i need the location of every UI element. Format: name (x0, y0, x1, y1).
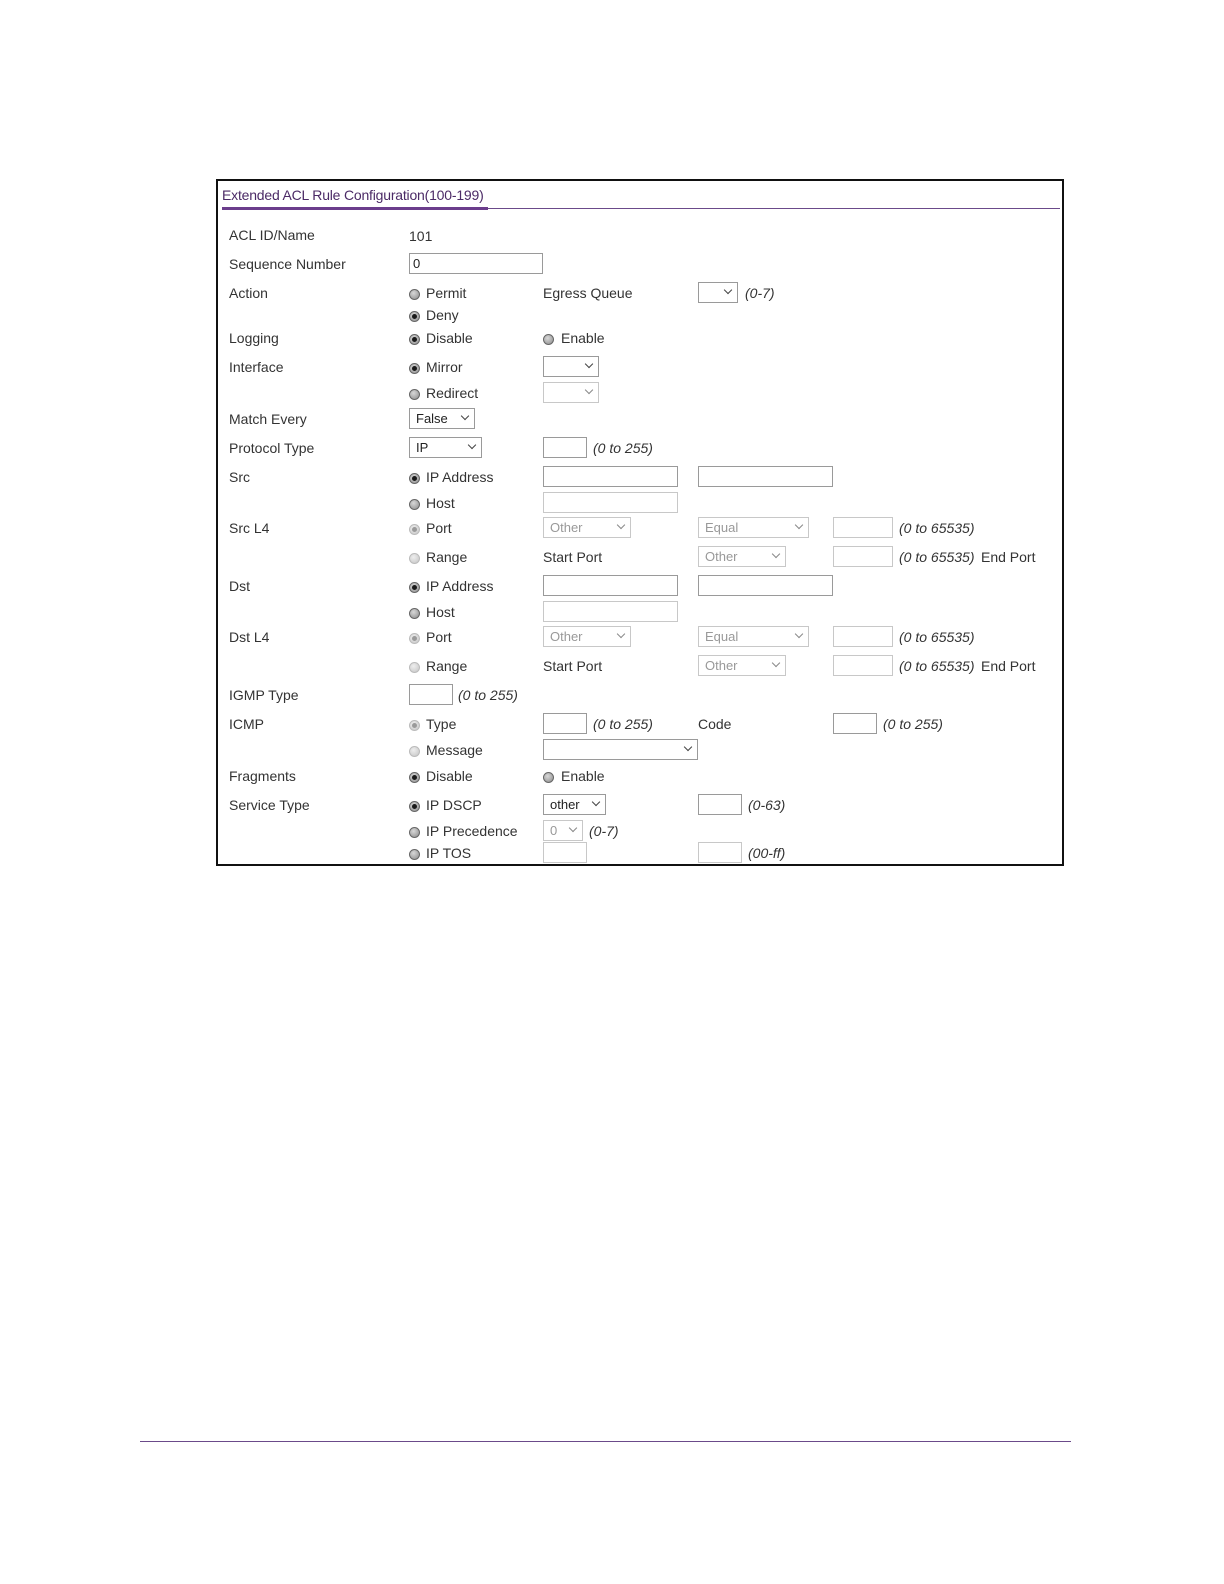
icmp-label: ICMP (229, 716, 264, 732)
src-l4-start-port-select[interactable]: Other (698, 546, 786, 567)
fragments-disable-radio[interactable] (409, 772, 420, 783)
src-l4-start-port-label: Start Port (543, 549, 603, 565)
dst-label: Dst (229, 578, 250, 594)
fragments-enable-label: Enable (561, 768, 605, 784)
src-ip-address-input[interactable] (543, 466, 678, 487)
dst-l4-operator-select[interactable]: Equal (698, 626, 809, 647)
src-l4-range-label: Range (426, 549, 468, 565)
ip-dscp-input[interactable] (698, 794, 742, 815)
igmp-type-input[interactable] (409, 684, 453, 705)
dst-l4-start-port-label: Start Port (543, 658, 603, 674)
redirect-select[interactable] (543, 382, 599, 403)
src-ip-address-radio[interactable] (409, 473, 420, 484)
icmp-message-select[interactable] (543, 739, 698, 760)
ip-precedence-select[interactable]: 0 (543, 820, 583, 841)
dst-l4-start-port-input[interactable] (833, 655, 893, 676)
interface-redirect-radio[interactable] (409, 389, 420, 400)
dst-ip-address-input[interactable] (543, 575, 678, 596)
src-l4-port-input[interactable] (833, 517, 893, 538)
chevron-down-icon (617, 521, 625, 529)
dst-l4-port-label: Port (426, 629, 452, 645)
icmp-type-radio[interactable] (409, 720, 420, 731)
protocol-number-input[interactable] (543, 437, 587, 458)
logging-enable-radio[interactable] (543, 334, 554, 345)
logging-disable-radio[interactable] (409, 334, 420, 345)
ip-precedence-hint: (0-7) (589, 823, 619, 839)
icmp-code-label: Code (698, 716, 732, 732)
panel-title: Extended ACL Rule Configuration(100-199) (222, 187, 484, 203)
src-l4-label: Src L4 (229, 520, 270, 536)
src-ip-address-label: IP Address (426, 469, 494, 485)
src-l4-operator-select[interactable]: Equal (698, 517, 809, 538)
action-label: Action (229, 285, 268, 301)
acl-id-label: ACL ID/Name (229, 227, 315, 243)
dst-host-label: Host (426, 604, 455, 620)
src-l4-range-radio[interactable] (409, 553, 420, 564)
match-every-select[interactable]: False (409, 408, 475, 429)
src-ip-mask-input[interactable] (698, 466, 833, 487)
service-ip-tos-label: IP TOS (426, 845, 472, 861)
icmp-message-label: Message (426, 742, 483, 758)
src-l4-port-hint: (0 to 65535) (899, 520, 975, 536)
logging-enable-label: Enable (561, 330, 605, 346)
icmp-code-input[interactable] (833, 713, 877, 734)
service-type-label: Service Type (229, 797, 310, 813)
dst-l4-label: Dst L4 (229, 629, 270, 645)
src-host-label: Host (426, 495, 455, 511)
action-permit-radio[interactable] (409, 289, 420, 300)
sequence-number-label: Sequence Number (229, 256, 346, 272)
service-ip-precedence-label: IP Precedence (426, 823, 518, 839)
action-deny-radio[interactable] (409, 311, 420, 322)
service-ip-precedence-radio[interactable] (409, 827, 420, 838)
chevron-down-icon (684, 743, 692, 751)
protocol-type-label: Protocol Type (229, 440, 315, 456)
dst-host-radio[interactable] (409, 608, 420, 619)
action-deny-label: Deny (426, 307, 459, 323)
src-host-input[interactable] (543, 492, 678, 513)
dst-l4-port-select[interactable]: Other (543, 626, 631, 647)
sequence-number-input[interactable] (409, 253, 543, 274)
dst-host-input[interactable] (543, 601, 678, 622)
src-l4-port-radio[interactable] (409, 524, 420, 535)
service-ip-dscp-radio[interactable] (409, 801, 420, 812)
interface-redirect-label: Redirect (426, 385, 479, 401)
chevron-down-icon (585, 386, 593, 394)
interface-label: Interface (229, 359, 284, 375)
icmp-type-hint: (0 to 255) (593, 716, 653, 732)
ip-tos-input[interactable] (543, 842, 587, 863)
title-underline (222, 207, 488, 210)
dst-l4-range-label: Range (426, 658, 468, 674)
src-host-radio[interactable] (409, 499, 420, 510)
interface-mirror-radio[interactable] (409, 363, 420, 374)
chevron-down-icon (795, 521, 803, 529)
icmp-type-label: Type (426, 716, 457, 732)
logging-disable-label: Disable (426, 330, 473, 346)
protocol-type-select[interactable]: IP (409, 437, 482, 458)
egress-queue-select[interactable] (698, 282, 738, 303)
interface-mirror-label: Mirror (426, 359, 463, 375)
acl-rule-panel (216, 179, 1064, 866)
chevron-down-icon (585, 360, 593, 368)
ip-dscp-hint: (0-63) (748, 797, 786, 813)
dst-l4-range-radio[interactable] (409, 662, 420, 673)
src-label: Src (229, 469, 250, 485)
src-l4-range-hint: (0 to 65535) (899, 549, 975, 565)
src-l4-end-port-label: End Port (981, 549, 1036, 565)
chevron-down-icon (592, 798, 600, 806)
icmp-message-radio[interactable] (409, 746, 420, 757)
action-permit-label: Permit (426, 285, 467, 301)
src-l4-port-label: Port (426, 520, 452, 536)
src-l4-start-port-input[interactable] (833, 546, 893, 567)
igmp-type-hint: (0 to 255) (458, 687, 518, 703)
service-ip-tos-radio[interactable] (409, 849, 420, 860)
chevron-down-icon (772, 659, 780, 667)
dst-l4-port-input[interactable] (833, 626, 893, 647)
chevron-down-icon (724, 286, 732, 294)
acl-id-value: 101 (409, 228, 433, 244)
ip-dscp-select[interactable]: other (543, 794, 606, 815)
icmp-type-input[interactable] (543, 713, 587, 734)
chevron-down-icon (569, 824, 577, 832)
igmp-type-label: IGMP Type (229, 687, 299, 703)
mirror-select[interactable] (543, 356, 599, 377)
footer-divider (140, 1441, 1071, 1442)
dst-l4-start-port-select[interactable]: Other (698, 655, 786, 676)
dst-l4-range-hint: (0 to 65535) (899, 658, 975, 674)
fragments-disable-label: Disable (426, 768, 473, 784)
dst-ip-mask-input[interactable] (698, 575, 833, 596)
ip-tos-hint: (00-ff) (748, 845, 786, 861)
chevron-down-icon (468, 441, 476, 449)
src-l4-port-select[interactable]: Other (543, 517, 631, 538)
fragments-label: Fragments (229, 768, 296, 784)
chevron-down-icon (461, 412, 469, 420)
service-ip-dscp-label: IP DSCP (426, 797, 482, 813)
ip-tos-mask-input[interactable] (698, 842, 742, 863)
dst-l4-port-hint: (0 to 65535) (899, 629, 975, 645)
fragments-enable-radio[interactable] (543, 772, 554, 783)
match-every-label: Match Every (229, 411, 307, 427)
dst-l4-end-port-label: End Port (981, 658, 1036, 674)
chevron-down-icon (795, 630, 803, 638)
chevron-down-icon (617, 630, 625, 638)
dst-ip-address-radio[interactable] (409, 582, 420, 593)
dst-l4-port-radio[interactable] (409, 633, 420, 644)
egress-queue-hint: (0-7) (745, 285, 775, 301)
logging-label: Logging (229, 330, 279, 346)
egress-queue-label: Egress Queue (543, 285, 633, 301)
chevron-down-icon (772, 550, 780, 558)
dst-ip-address-label: IP Address (426, 578, 494, 594)
protocol-number-hint: (0 to 255) (593, 440, 653, 456)
icmp-code-hint: (0 to 255) (883, 716, 943, 732)
